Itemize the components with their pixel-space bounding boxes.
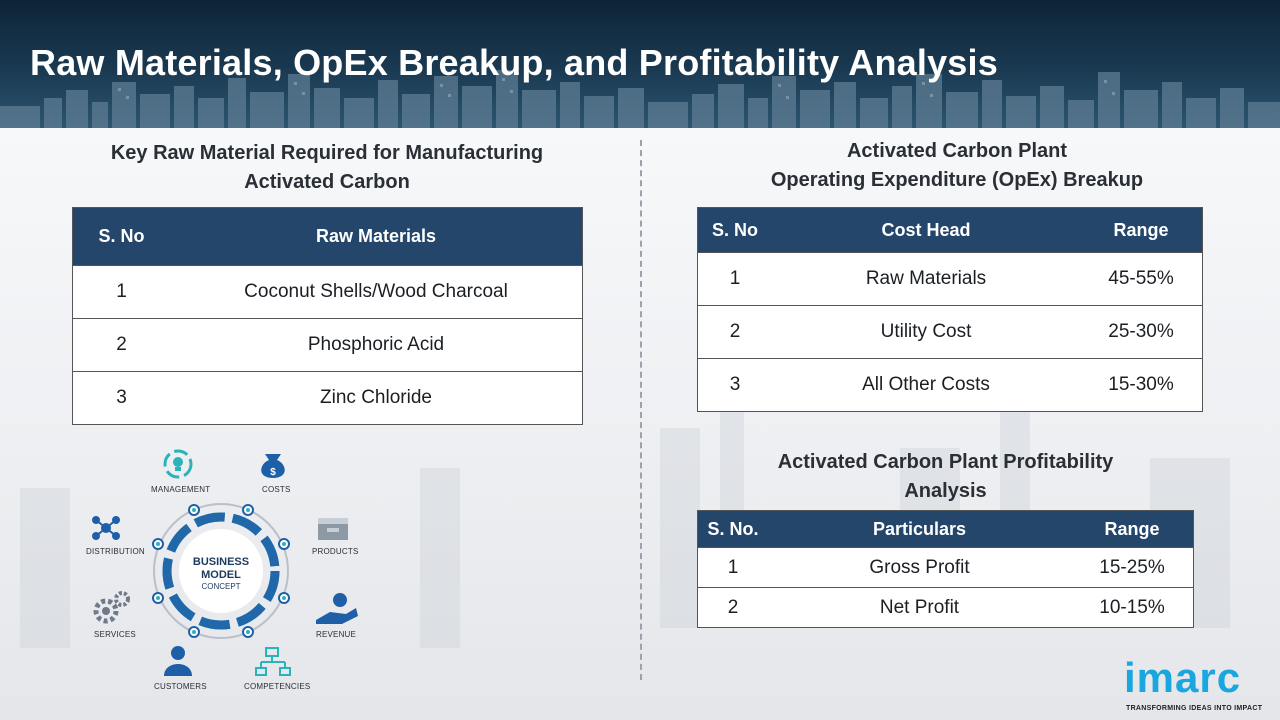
table-row (698, 253, 1203, 306)
table-cell: Coconut Shells/Wood Charcoal (170, 266, 583, 319)
table-row (698, 548, 1194, 588)
hand-coin-icon (316, 593, 358, 624)
label-competencies: COMPETENCIES (244, 682, 311, 691)
table-cell: All Other Costs (772, 359, 1080, 412)
table-header-row (698, 208, 1203, 253)
opex-title-line1: Activated Carbon Plant (846, 140, 1068, 162)
profitability-table (697, 510, 1194, 628)
org-chart-icon (256, 648, 290, 675)
label-management: MANAGEMENT (151, 485, 211, 494)
table-cell: Gross Profit (768, 548, 1071, 588)
money-bag-icon (261, 454, 285, 478)
opex-title (697, 137, 1217, 195)
column-header: S. No (73, 208, 171, 266)
table-row (698, 359, 1203, 412)
profitability-title (697, 448, 1194, 506)
raw-materials-title-line1: Key Raw Material Required for Manufacturing (110, 142, 544, 164)
table-cell: Phosphoric Acid (170, 319, 583, 372)
lightbulb-cycle-icon (165, 451, 191, 477)
label-services: SERVICES (94, 630, 136, 639)
gears-icon (96, 593, 128, 621)
table-cell: Raw Materials (772, 253, 1080, 306)
table-cell: 2 (698, 306, 773, 359)
column-header: Raw Materials (170, 208, 583, 266)
table-cell: 15-30% (1080, 359, 1203, 412)
table-row (698, 588, 1194, 628)
label-distribution: DISTRIBUTION (86, 547, 145, 556)
wheel-center-line2: MODEL (201, 569, 241, 581)
table-header-row (73, 208, 583, 266)
column-header: Particulars (768, 511, 1071, 548)
table-cell: 2 (698, 588, 769, 628)
table-cell: Zinc Chloride (170, 372, 583, 425)
column-header: S. No. (698, 511, 769, 548)
table-cell: 2 (73, 319, 171, 372)
profitability-title-line1: Activated Carbon Plant Profitability (777, 451, 1114, 473)
table-cell: Net Profit (768, 588, 1071, 628)
logo-tagline: TRANSFORMING IDEAS INTO IMPACT (1126, 705, 1263, 712)
label-costs: COSTS (262, 485, 291, 494)
table-cell: 1 (73, 266, 171, 319)
opex-title-line2: Operating Expenditure (OpEx) Breakup (770, 169, 1144, 191)
label-products: PRODUCTS (312, 547, 359, 556)
table-cell: 15-25% (1071, 548, 1194, 588)
box-icon (318, 518, 348, 540)
opex-table (697, 207, 1203, 412)
table-row (73, 372, 583, 425)
svg-text:$: $ (270, 467, 276, 478)
imarc-logo (1124, 655, 1274, 715)
person-icon (164, 646, 192, 676)
table-header-row (698, 511, 1194, 548)
table-row (73, 319, 583, 372)
table-cell: 1 (698, 253, 773, 306)
logo-wordmark: imarc (1124, 654, 1242, 701)
column-header: Range (1080, 208, 1203, 253)
raw-materials-title (72, 139, 582, 197)
raw-materials-title-line2: Activated Carbon (244, 171, 410, 193)
business-model-wheel (84, 446, 374, 696)
wheel-center-line3: CONCEPT (201, 582, 241, 591)
table-cell: 25-30% (1080, 306, 1203, 359)
network-icon (93, 517, 119, 539)
table-cell: 3 (698, 359, 773, 412)
label-revenue: REVENUE (316, 630, 357, 639)
table-row (73, 266, 583, 319)
table-cell: 45-55% (1080, 253, 1203, 306)
label-customers: CUSTOMERS (154, 682, 207, 691)
table-cell: 10-15% (1071, 588, 1194, 628)
column-header: S. No (698, 208, 773, 253)
table-cell: Utility Cost (772, 306, 1080, 359)
table-row (698, 306, 1203, 359)
raw-materials-table (72, 207, 583, 425)
profitability-title-line2: Analysis (904, 480, 987, 502)
column-header: Cost Head (772, 208, 1080, 253)
column-header: Range (1071, 511, 1194, 548)
table-cell: 1 (698, 548, 769, 588)
section-divider (640, 140, 642, 680)
wheel-center-line1: BUSINESS (192, 556, 250, 568)
business-model-graphic (84, 446, 374, 696)
header-banner (0, 0, 1280, 128)
table-cell: 3 (73, 372, 171, 425)
page-title: Raw Materials, OpEx Breakup, and Profitability Analysis (30, 42, 998, 83)
